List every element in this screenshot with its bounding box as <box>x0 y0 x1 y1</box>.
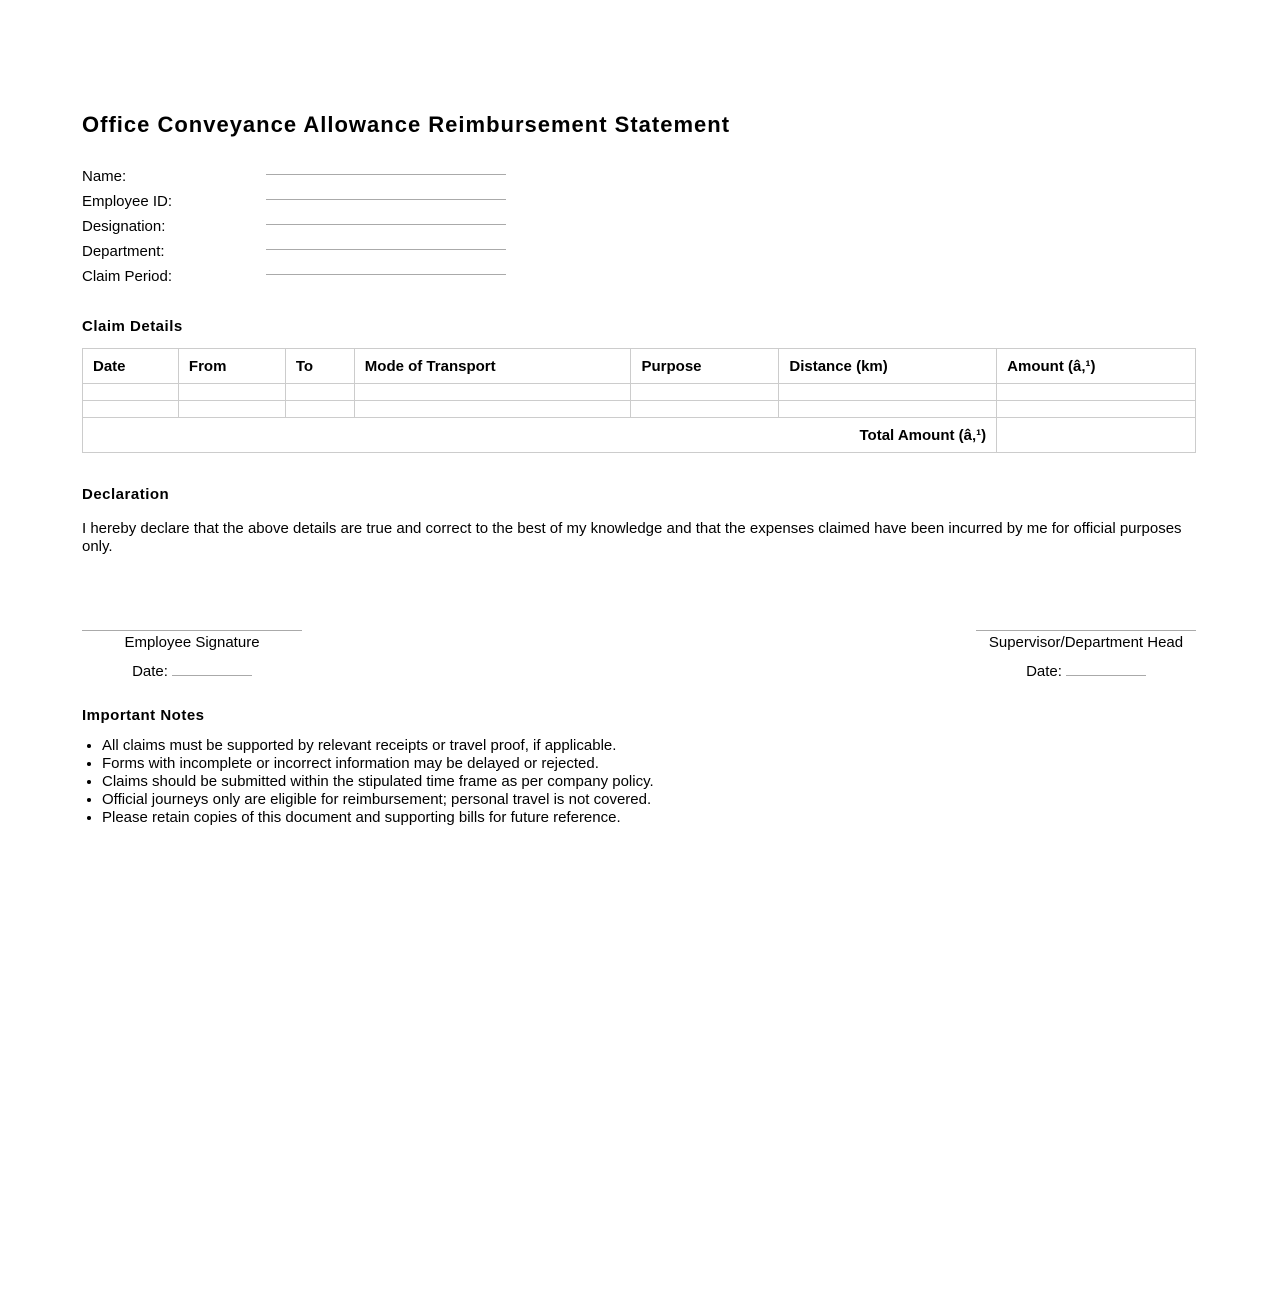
table-cell[interactable] <box>779 384 997 401</box>
total-row <box>83 418 1196 453</box>
list-item: • All claims must be supported by relevant receipts or travel proof, if applicable. <box>102 737 654 755</box>
column-header-amount: Amount (â‚¹) <box>997 349 1196 384</box>
column-header-purpose: Purpose <box>631 349 779 384</box>
field-name <box>82 166 512 191</box>
employee-date <box>82 663 302 680</box>
table-cell[interactable] <box>997 384 1196 401</box>
designation-input[interactable] <box>266 224 506 225</box>
field-department <box>82 241 512 266</box>
supervisor-date <box>976 663 1196 680</box>
employee-id-input[interactable] <box>266 199 506 200</box>
table-cell[interactable] <box>631 401 779 418</box>
claims-table <box>82 348 1196 453</box>
table-row <box>83 401 1196 418</box>
table-cell[interactable] <box>83 401 179 418</box>
date-label: Date: <box>1026 663 1062 680</box>
total-amount-cell[interactable] <box>997 418 1196 453</box>
declaration-heading: Declaration <box>82 486 170 503</box>
important-notes-heading: Important Notes <box>82 707 205 724</box>
table-cell[interactable] <box>285 384 354 401</box>
column-header-mode: Mode of Transport <box>354 349 631 384</box>
supervisor-signature-line[interactable] <box>976 630 1196 631</box>
supervisor-signature-label: Supervisor/Department Head <box>988 634 1184 651</box>
field-label: Name: <box>82 168 127 185</box>
supervisor-date-input[interactable] <box>1066 675 1146 676</box>
employee-signature-line[interactable] <box>82 630 302 631</box>
field-label: Department: <box>82 243 165 260</box>
column-header-to: To <box>285 349 354 384</box>
table-row <box>83 384 1196 401</box>
list-item: • Official journeys only are eligible for reimbursement; personal travel is not covered. <box>102 791 654 809</box>
table-cell[interactable] <box>178 401 285 418</box>
table-cell[interactable] <box>779 401 997 418</box>
field-label: Claim Period: <box>82 268 173 285</box>
declaration-text: I hereby declare that the above details are true and correct to the best of my knowledge and that the expenses claimed have been incurred by me for official purposes only. <box>82 520 1182 555</box>
page-title: Office Conveyance Allowance Reimbursement Statement <box>82 112 731 137</box>
employee-date-input[interactable] <box>172 675 252 676</box>
table-cell[interactable] <box>354 384 631 401</box>
column-header-from: From <box>178 349 285 384</box>
table-cell[interactable] <box>285 401 354 418</box>
table-cell[interactable] <box>997 401 1196 418</box>
claim-details-heading: Claim Details <box>82 318 183 335</box>
field-label: Employee ID: <box>82 193 173 210</box>
table-cell[interactable] <box>178 384 285 401</box>
list-item: • Please retain copies of this document and supporting bills for future reference. <box>102 809 654 827</box>
column-header-distance: Distance (km) <box>779 349 997 384</box>
table-cell[interactable] <box>631 384 779 401</box>
employee-fields <box>82 166 512 291</box>
field-claim-period <box>82 266 512 291</box>
list-item: • Claims should be submitted within the stipulated time frame as per company policy. <box>102 773 654 791</box>
field-employee-id <box>82 191 512 216</box>
list-item: • Forms with incomplete or incorrect information may be delayed or rejected. <box>102 755 654 773</box>
field-label: Designation: <box>82 218 166 235</box>
department-input[interactable] <box>266 249 506 250</box>
supervisor-signature-block <box>976 630 1196 680</box>
name-input[interactable] <box>266 174 506 175</box>
notes-list <box>82 737 654 827</box>
employee-signature-label: Employee Signature <box>124 634 260 651</box>
table-cell[interactable] <box>354 401 631 418</box>
date-label: Date: <box>132 663 168 680</box>
field-designation <box>82 216 512 241</box>
column-header-date: Date <box>83 349 179 384</box>
claim-period-input[interactable] <box>266 274 506 275</box>
employee-signature-block <box>82 630 302 680</box>
total-amount-label: Total Amount (â‚¹) <box>83 418 997 453</box>
table-header-row <box>83 349 1196 384</box>
table-cell[interactable] <box>83 384 179 401</box>
